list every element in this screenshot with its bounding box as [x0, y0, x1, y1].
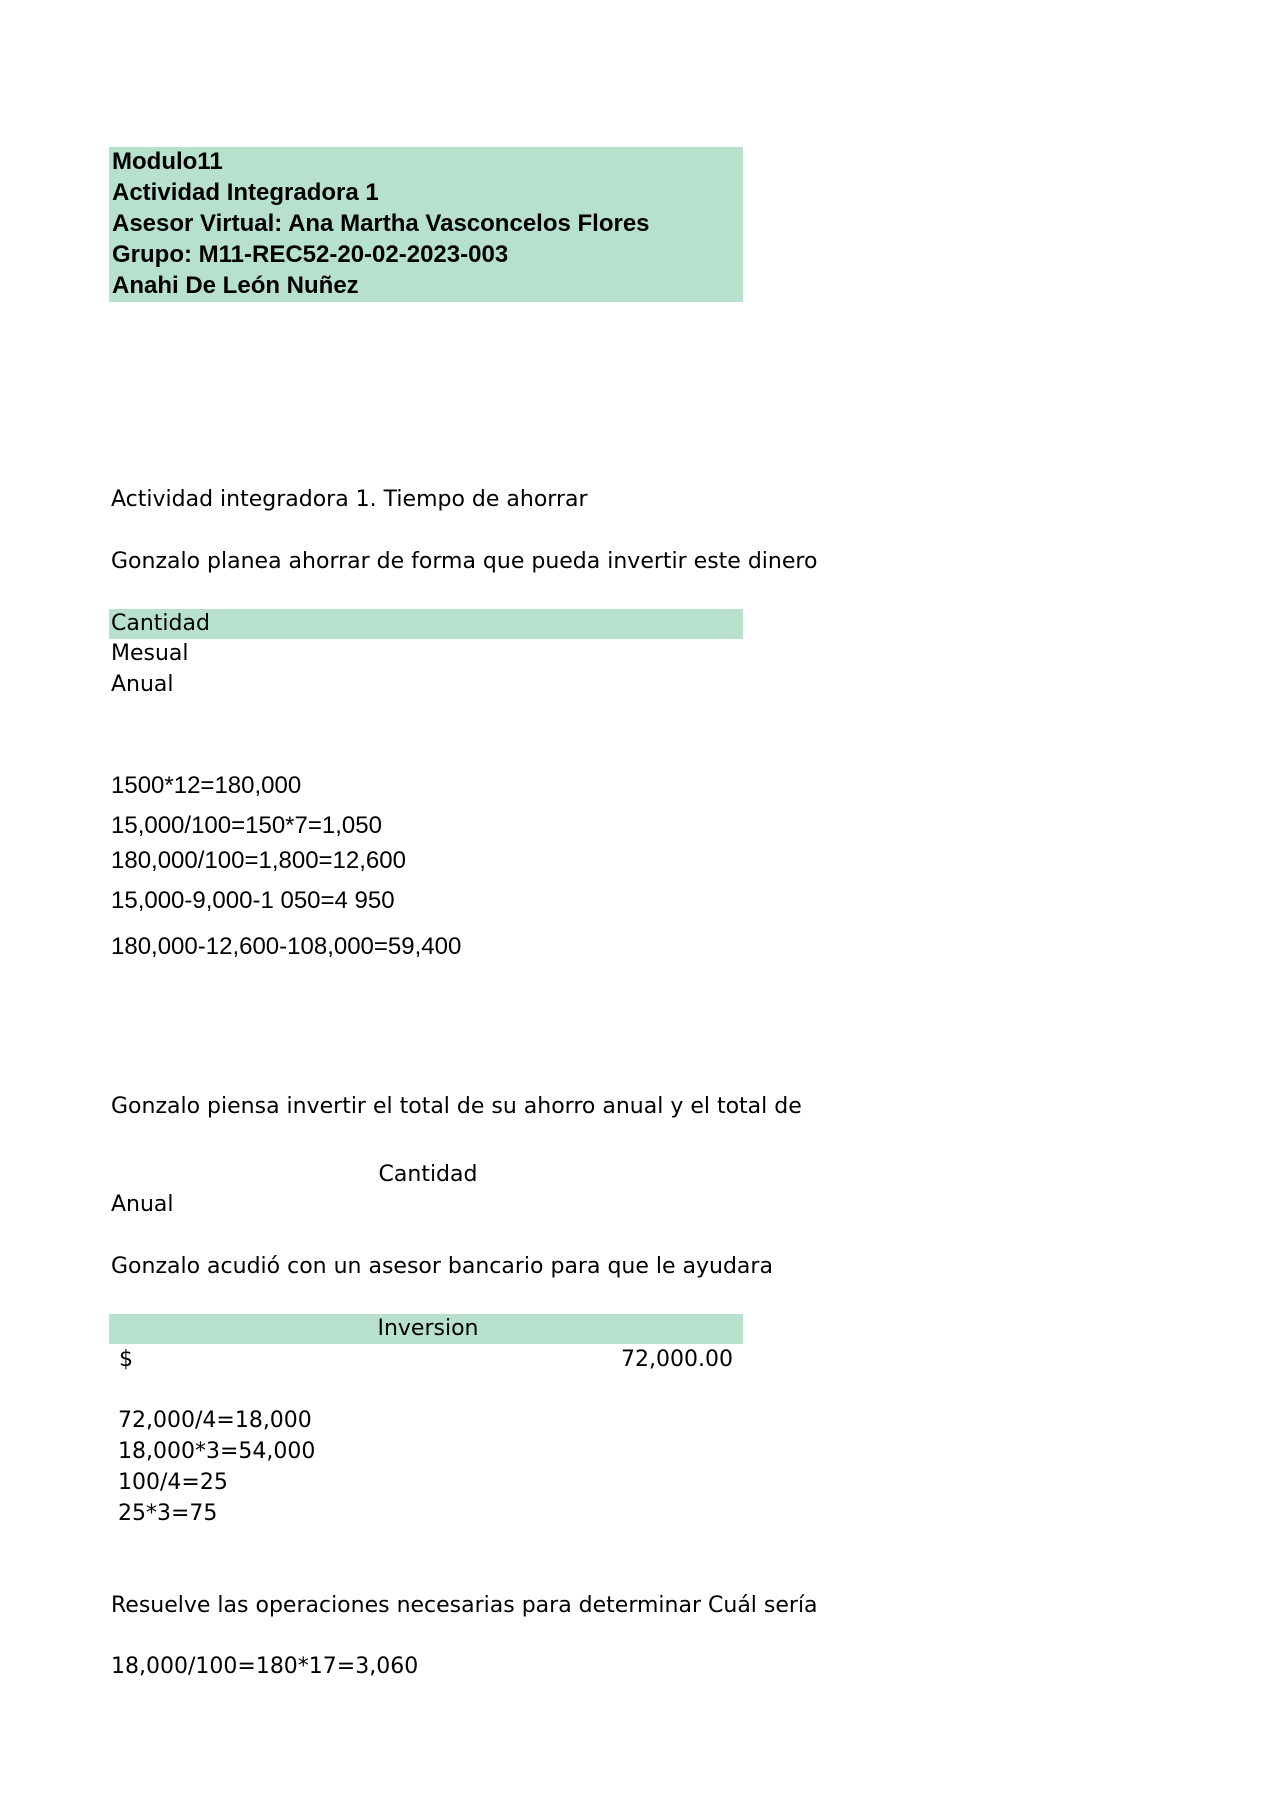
header-activity: Actividad Integradora 1 [112, 179, 379, 206]
section2-header-cell [109, 1160, 743, 1190]
investment-amount-row [109, 1345, 743, 1375]
section3-result: 18,000/100=180*17=3,060 [111, 1654, 419, 1679]
section2-intro-cell [109, 1092, 802, 1122]
calc-row [109, 886, 743, 916]
investment-step-row [109, 1468, 743, 1498]
row-label-annual: Anual [111, 672, 174, 697]
section2-column-header: Cantidad [378, 1162, 478, 1187]
section1-title-cell [109, 485, 743, 515]
section3-prompt-cell [109, 1591, 818, 1621]
section1-header-label: Cantidad [111, 611, 210, 636]
section3-result-cell [109, 1652, 743, 1682]
header-module: Modulo11 [112, 148, 223, 175]
calc-annual-percent: 180,000/100=1,800=12,600 [111, 847, 406, 874]
section3-prompt: Resuelve las operaciones necesarias para determinar Cuál sería [111, 1593, 818, 1618]
investment-amount: 72,000.00 [621, 1347, 733, 1372]
section1-table-header [109, 609, 743, 639]
investment-header-label: Inversion [377, 1316, 479, 1341]
header-student: Anahi De León Nuñez [112, 272, 359, 299]
section1-intro: Gonzalo planea ahorrar de forma que pueda invertir este dinero [111, 549, 818, 574]
section2-row-label: Anual [111, 1192, 174, 1217]
calc-row [109, 811, 743, 841]
calc-monthly-percent: 15,000/100=150*7=1,050 [111, 812, 382, 839]
investment-step-row [109, 1437, 743, 1467]
calc-row [109, 846, 743, 876]
investment-step: 18,000*3=54,000 [118, 1439, 316, 1464]
section1-intro-cell [109, 547, 818, 577]
investment-step-row [109, 1406, 743, 1436]
calc-monthly-remaining: 15,000-9,000-1 050=4 950 [111, 887, 395, 914]
investment-header [109, 1314, 743, 1344]
row-label-monthly: Mesual [111, 641, 189, 666]
calc-row [109, 771, 743, 801]
investment-step: 72,000/4=18,000 [118, 1408, 312, 1433]
section2-advisor-text: Gonzalo acudió con un asesor bancario para que le ayudara [111, 1254, 773, 1279]
investment-step-row [109, 1499, 743, 1529]
section1-row-annual [109, 670, 743, 700]
calc-annual-savings: 1500*12=180,000 [111, 772, 302, 799]
header-block [109, 147, 743, 302]
header-group: Grupo: M11-REC52-20-02-2023-003 [112, 241, 509, 268]
section2-intro: Gonzalo piensa invertir el total de su ahorro anual y el total de [111, 1094, 802, 1119]
section2-row-annual [109, 1190, 743, 1220]
section2-advisor-cell [109, 1252, 773, 1282]
section1-title: Actividad integradora 1. Tiempo de ahorrar [111, 487, 588, 512]
currency-symbol: $ [119, 1347, 133, 1372]
calc-annual-remaining: 180,000-12,600-108,000=59,400 [111, 933, 462, 960]
section1-row-monthly [109, 639, 743, 669]
header-advisor: Asesor Virtual: Ana Martha Vasconcelos Flores [112, 210, 650, 237]
calc-row [109, 932, 743, 962]
investment-step: 100/4=25 [118, 1470, 228, 1495]
investment-step: 25*3=75 [118, 1501, 218, 1526]
